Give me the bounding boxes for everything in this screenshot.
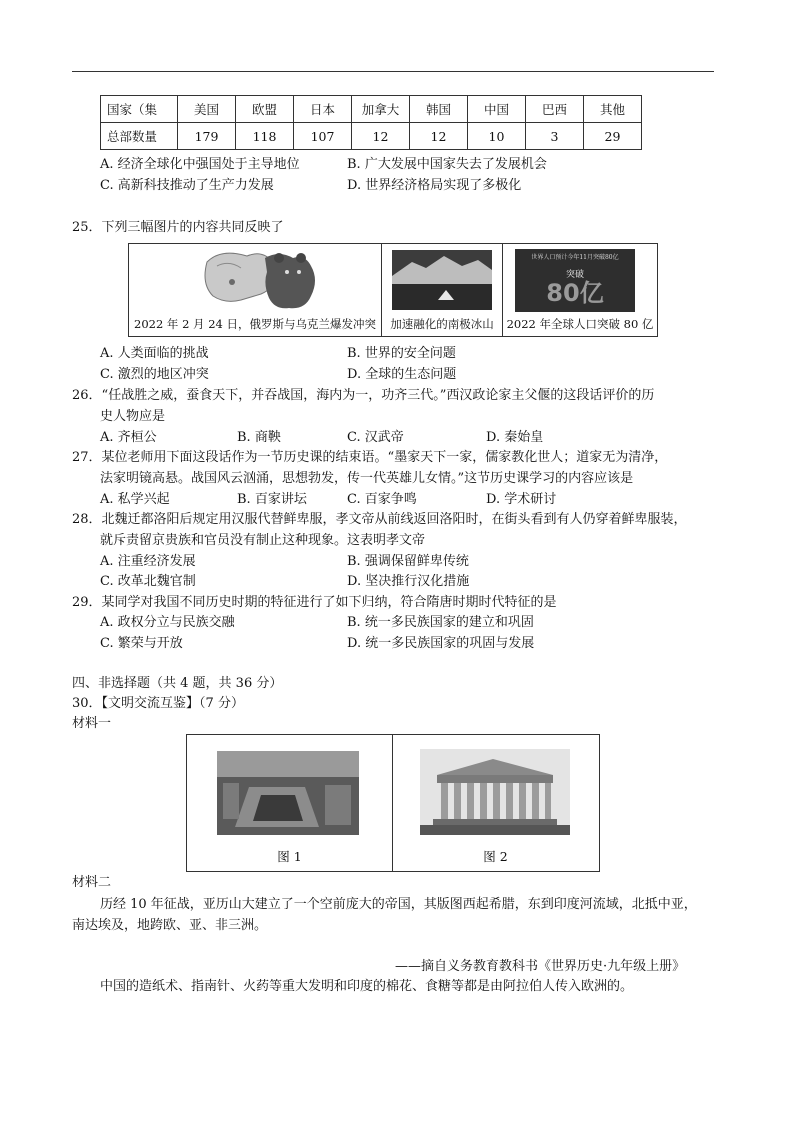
q29-option-b[interactable]: B. 统一多民族国家的建立和巩固 bbox=[347, 615, 534, 630]
figure-1-panel bbox=[187, 735, 393, 871]
poster-subhead: 突破 bbox=[565, 270, 584, 280]
q25-stem: 25．下列三幅图片的内容共同反映了 bbox=[72, 220, 284, 235]
table-cell: 韩国 bbox=[410, 96, 468, 123]
q27-option-b[interactable]: B. 百家讲坛 bbox=[237, 492, 307, 507]
q25-caption-2: 加速融化的南极冰山 bbox=[390, 317, 494, 331]
poster-headline: 世界人口预计今年11月突破80亿 bbox=[531, 254, 619, 261]
material2-para2: 中国的造纸术、指南针、火药等重大发明和印度的棉花、食糖等都是由阿拉伯人传入欧洲的。 bbox=[100, 979, 634, 994]
q30-title: 30．【文明交流互鉴】（7 分） bbox=[72, 696, 244, 711]
table-cell: 欧盟 bbox=[236, 96, 294, 123]
table-cell: 巴西 bbox=[526, 96, 584, 123]
q24-option-d[interactable]: D. 世界经济格局实现了多极化 bbox=[347, 178, 522, 193]
greek-temple-photo bbox=[393, 735, 598, 847]
section4-heading: 四、非选择题（共 4 题，共 36 分） bbox=[72, 676, 283, 691]
population-poster bbox=[515, 249, 635, 312]
q29-option-a[interactable]: A. 政权分立与民族交融 bbox=[100, 615, 235, 630]
figure-1-caption: 图 1 bbox=[277, 849, 302, 864]
material2-para1-line1: 历经 10 年征战，亚历山大建立了一个空前庞大的帝国，其版图西起希腊，东到印度河流域，北抵中亚， bbox=[100, 897, 697, 912]
table-cell: 12 bbox=[352, 123, 410, 150]
q26-option-b[interactable]: B. 商鞅 bbox=[237, 430, 281, 445]
table-row bbox=[101, 123, 642, 150]
table-header-cell: 国家（集 bbox=[101, 96, 178, 123]
table-cell: 其他 bbox=[584, 96, 642, 123]
q25-caption-3: 2022 年全球人口突破 80 亿 bbox=[506, 317, 654, 331]
material2-source: ——摘自义务教育教科书《世界历史·九年级上册》 bbox=[395, 959, 686, 974]
q24-option-a[interactable]: A. 经济全球化中强国处于主导地位 bbox=[100, 157, 300, 172]
table-cell: 118 bbox=[236, 123, 294, 150]
q28-stem-line2: 就斥责留京贵族和官员没有制止这种现象。这表明孝文帝 bbox=[100, 533, 426, 548]
poster-figure: 80亿 bbox=[546, 279, 604, 307]
q26-option-c[interactable]: C. 汉武帝 bbox=[347, 430, 404, 445]
iceberg-panel bbox=[382, 244, 503, 336]
table-row bbox=[101, 96, 642, 123]
ancient-ruins-photo bbox=[187, 735, 392, 847]
q27-stem-line1: 27．某位老师用下面这段话作为一节历史课的结束语。“墨家天下一家，儒家教化世人；道家无为清净， bbox=[72, 450, 668, 465]
bear-map-panel bbox=[129, 244, 382, 336]
table-cell: 日本 bbox=[294, 96, 352, 123]
q26-stem-line1: 26．“任战胜之威，蚕食天下，并吞战国，海内为一，功齐三代。”西汉政论家主父偃的这段话评价的历 bbox=[72, 388, 655, 403]
q28-option-c[interactable]: C. 改革北魏官制 bbox=[100, 574, 196, 589]
q27-option-a[interactable]: A. 私学兴起 bbox=[100, 492, 170, 507]
q25-option-a[interactable]: A. 人类面临的挑战 bbox=[100, 346, 209, 361]
figure-2-panel bbox=[393, 735, 598, 871]
q28-option-a[interactable]: A. 注重经济发展 bbox=[100, 554, 196, 569]
q28-option-d[interactable]: D. 坚决推行汉化措施 bbox=[347, 574, 470, 589]
table-cell: 179 bbox=[178, 123, 236, 150]
material1-label: 材料一 bbox=[72, 716, 112, 731]
q25-image-strip bbox=[128, 243, 658, 337]
table-cell: 加拿大 bbox=[352, 96, 410, 123]
q26-option-d[interactable]: D. 秦始皇 bbox=[486, 430, 544, 445]
table-cell: 美国 bbox=[178, 96, 236, 123]
q29-option-c[interactable]: C. 繁荣与开放 bbox=[100, 636, 183, 651]
q26-stem-line2: 史人物应是 bbox=[100, 409, 166, 424]
bear-map-illustration bbox=[129, 244, 381, 314]
population-panel bbox=[503, 244, 657, 336]
q29-stem: 29．某同学对我国不同历史时期的特征进行了如下归纳，符合隋唐时期时代特征的是 bbox=[72, 595, 557, 610]
q27-stem-line2: 法家明镜高悬。战国风云汹涌，思想勃发，传一代英雄儿女情。”这节历史课学习的内容应该是 bbox=[100, 471, 634, 486]
material2-label: 材料二 bbox=[72, 875, 112, 890]
table-cell: 12 bbox=[410, 123, 468, 150]
table-cell: 10 bbox=[468, 123, 526, 150]
figure-2-caption: 图 2 bbox=[483, 849, 508, 864]
q26-option-a[interactable]: A. 齐桓公 bbox=[100, 430, 157, 445]
top-rule bbox=[72, 71, 714, 72]
q25-option-c[interactable]: C. 激烈的地区冲突 bbox=[100, 367, 209, 382]
q25-option-b[interactable]: B. 世界的安全问题 bbox=[347, 346, 456, 361]
headquarters-table bbox=[100, 95, 642, 150]
table-cell: 3 bbox=[526, 123, 584, 150]
material1-figures bbox=[186, 734, 600, 872]
table-header-cell: 总部数量 bbox=[101, 123, 178, 150]
q28-option-b[interactable]: B. 强调保留鲜卑传统 bbox=[347, 554, 469, 569]
q25-option-d[interactable]: D. 全球的生态问题 bbox=[347, 367, 457, 382]
q24-option-b[interactable]: B. 广大发展中国家失去了发展机会 bbox=[347, 157, 547, 172]
q29-option-d[interactable]: D. 统一多民族国家的巩固与发展 bbox=[347, 636, 535, 651]
q25-caption-1: 2022 年 2 月 24 日，俄罗斯与乌克兰爆发冲突 bbox=[134, 317, 376, 331]
q28-stem-line1: 28．北魏迁都洛阳后规定用汉服代替鲜卑服，孝文帝从前线返回洛阳时，在街头看到有人仍穿着鲜卑服装， bbox=[72, 512, 687, 527]
table-cell: 107 bbox=[294, 123, 352, 150]
q27-option-d[interactable]: D. 学术研讨 bbox=[486, 492, 557, 507]
table-cell: 29 bbox=[584, 123, 642, 150]
q24-option-c[interactable]: C. 高新科技推动了生产力发展 bbox=[100, 178, 274, 193]
q27-option-c[interactable]: C. 百家争鸣 bbox=[347, 492, 417, 507]
material2-para1-line2: 南达埃及，地跨欧、亚、非三洲。 bbox=[72, 918, 268, 933]
table-cell: 中国 bbox=[468, 96, 526, 123]
iceberg-photo bbox=[382, 244, 502, 314]
